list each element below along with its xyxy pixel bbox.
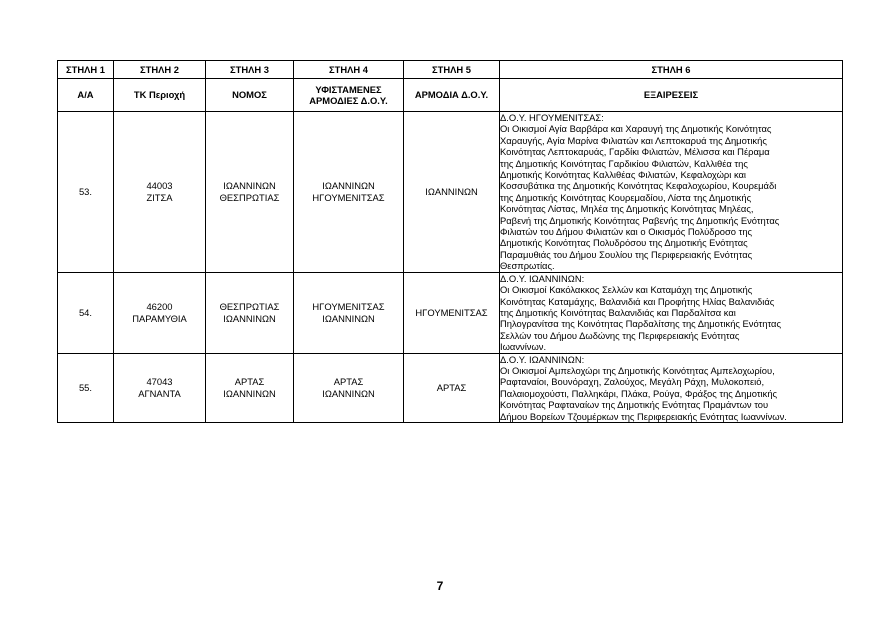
postal-code: 46200 [146,301,173,313]
exceptions-line: της Δημοτικής Κοινότητας Κουρεμαδίου, Λίστα της Δημοτικής [500,191,752,203]
exceptions-line: Παλαιομοχούστι, Παλληκάρι, Πλάκα, Ρούγα, Φράξος της Δημοτικής [500,387,778,399]
exceptions-line: Δημοτικής Κοινότητας Πολυδρόσου της Δημοτικής Ενότητας [500,237,748,249]
table-row [58,272,843,353]
prefecture-cell [206,353,294,422]
exceptions-line: Παραμυθιάς του Δήμου Σουλίου της Περιφερειακής Ενότητας [500,248,753,260]
prefecture-line: ΙΩΑΝΝΙΝΩΝ [223,387,276,399]
column-6-header: ΣΤΗΛΗ 6 [500,61,843,79]
postal-code: 47043 [146,376,173,388]
postal-code: 44003 [146,180,173,192]
prefecture-cell [206,112,294,273]
column-4-header: ΣΤΗΛΗ 4 [294,61,404,79]
postal-area-header: ΤΚ Περιοχή [114,79,206,112]
postal-area-cell [114,272,206,353]
existing-tax-office-header [294,79,404,112]
existing-tax-office-cell [294,353,404,422]
prefecture-line: ΙΩΑΝΝΙΝΩΝ [223,312,276,324]
exceptions-line: Ραφταναίοι, Βουνόραχη, Ζαλούχος, Μεγάλη Ράχη, Μυλοκοπειό, [500,376,765,388]
existing-tax-office-cell [294,272,404,353]
serial-number: 54. [58,272,114,353]
exceptions-line: Θεσπρωτίας. [500,260,555,272]
column-number-row [58,61,843,79]
area-name: ΠΑΡΑΜΥΘΙΑ [132,312,187,324]
existing-tax-office-line: ΙΩΑΝΝΙΝΩΝ [322,312,375,324]
exceptions-line: της Δημοτικής Κοινότητας Γαρδικίου Φιλιατών, Καλλιθέα της [500,157,748,169]
existing-tax-office-header-line2: ΑΡΜΟΔΙΕΣ Δ.Ο.Υ. [309,95,388,106]
prefecture-header: ΝΟΜΟΣ [206,79,294,112]
table-row [58,112,843,273]
exceptions-line: Ιωαννίνων. [500,341,547,353]
competent-tax-office: ΙΩΑΝΝΙΝΩΝ [404,112,500,273]
exceptions-cell [500,112,843,273]
exceptions-line: Κοινότητας Καταμάχης, Βαλανιδιά και Προφήτης Ηλίας Βαλανιδιάς [500,295,775,307]
area-name: ΑΓΝΑΝΤΑ [138,387,181,399]
exceptions-line: Κοσσυβάτικα της Δημοτικής Κοινότητας Κεφαλοχωρίου, Κουρεμάδι [500,180,777,192]
existing-tax-office-header-line1: ΥΦΙΣΤΑΜΕΝΕΣ [315,83,382,95]
area-name: ΖΙΤΣΑ [146,191,173,203]
exceptions-line: Οι Οικισμοί Αμπελοχώρι της Δημοτικής Κοινότητας Αμπελοχωρίου, [500,364,775,376]
exceptions-line: Οι Οικισμοί Κακόλακκος Σελλών και Καταμάχη της Δημοτικής [500,284,753,296]
exceptions-line: Πηλογρανίτσα της Κοινότητας Παρδαλίτσης της Δημοτικής Ενότητας [500,318,781,330]
exceptions-line: Δ.Ο.Υ. ΙΩΑΝΝΙΝΩΝ: [500,272,585,284]
exceptions-line: Δήμου Βορείων Τζουμέρκων της Περιφερειακής Ενότητας Ιωαννίνων. [500,410,787,422]
serial-number: 55. [58,353,114,422]
exceptions-line: Σελλών του Δήμου Δωδώνης της Περιφερειακής Ενότητας [500,329,740,341]
exceptions-line: Κοινότητας Λεπτοκαρυάς, Γαρδίκι Φιλιατών, Μέλισσα και Πέραμα [500,146,770,158]
exceptions-line: Δ.Ο.Υ. ΗΓΟΥΜΕΝΙΤΣΑΣ: [500,112,604,123]
exceptions-line: Χαραυγής, Αγία Μαρίνα Φιλιατών και Λεπτοκαρυά της Δημοτικής [500,134,767,146]
prefecture-line: ΑΡΤΑΣ [234,376,265,388]
postal-area-cell [114,353,206,422]
existing-tax-office-cell [294,112,404,273]
competent-tax-office: ΗΓΟΥΜΕΝΙΤΣΑΣ [404,272,500,353]
exceptions-line: Φιλιατών του Δήμου Φιλιατών και ο Οικισμός Πολύδροσο της [500,226,753,238]
prefecture-cell [206,272,294,353]
prefecture-line: ΙΩΑΝΝΙΝΩΝ [223,180,276,192]
prefecture-line: ΘΕΣΠΡΩΤΙΑΣ [219,191,280,203]
tax-office-table [57,60,843,423]
page-number: 7 [436,579,444,593]
column-1-header: ΣΤΗΛΗ 1 [58,61,114,79]
column-title-row [58,79,843,112]
exceptions-line: της Δημοτικής Κοινότητας Βαλανιδιάς και Παρδαλίτσα και [500,306,736,318]
serial-number-header: Α/Α [58,79,114,112]
column-5-header: ΣΤΗΛΗ 5 [404,61,500,79]
exceptions-cell [500,272,843,353]
competent-tax-office-header: ΑΡΜΟΔΙΑ Δ.Ο.Υ. [404,79,500,112]
existing-tax-office-line: ΙΩΑΝΝΙΝΩΝ [322,180,375,192]
prefecture-line: ΘΕΣΠΡΩΤΙΑΣ [219,301,280,313]
postal-area-cell [114,112,206,273]
existing-tax-office-line: ΗΓΟΥΜΕΝΙΤΣΑΣ [312,301,385,313]
exceptions-line: Ραβενή της Δημοτικής Κοινότητας Ραβενής της Δημοτικής Ενότητας [500,214,780,226]
exceptions-line: Δ.Ο.Υ. ΙΩΑΝΝΙΝΩΝ: [500,353,585,365]
exceptions-line: Κοινότητας Λίστας, Μηλέα της Δημοτικής Κοινότητας Μηλέας, [500,203,754,215]
exceptions-line: Δημοτικής Κοινότητας Καλλιθέας Φιλιατών, Κεφαλοχώρι και [500,169,747,181]
exceptions-cell [500,353,843,422]
existing-tax-office-line: ΑΡΤΑΣ [333,376,364,388]
table-row [58,353,843,422]
serial-number: 53. [58,112,114,273]
column-2-header: ΣΤΗΛΗ 2 [114,61,206,79]
exceptions-line: Οι Οικισμοί Αγία Βαρβάρα και Χαραυγή της Δημοτικής Κοινότητας [500,123,772,135]
existing-tax-office-line: ΙΩΑΝΝΙΝΩΝ [322,387,375,399]
existing-tax-office-line: ΗΓΟΥΜΕΝΙΤΣΑΣ [312,191,385,203]
exceptions-line: Κοινότητας Ραφταναίων της Δημοτικής Ενότητας Πραμάντων του [500,399,769,411]
column-3-header: ΣΤΗΛΗ 3 [206,61,294,79]
exceptions-header: ΕΞΑΙΡΕΣΕΙΣ [500,79,843,112]
competent-tax-office: ΑΡΤΑΣ [404,353,500,422]
